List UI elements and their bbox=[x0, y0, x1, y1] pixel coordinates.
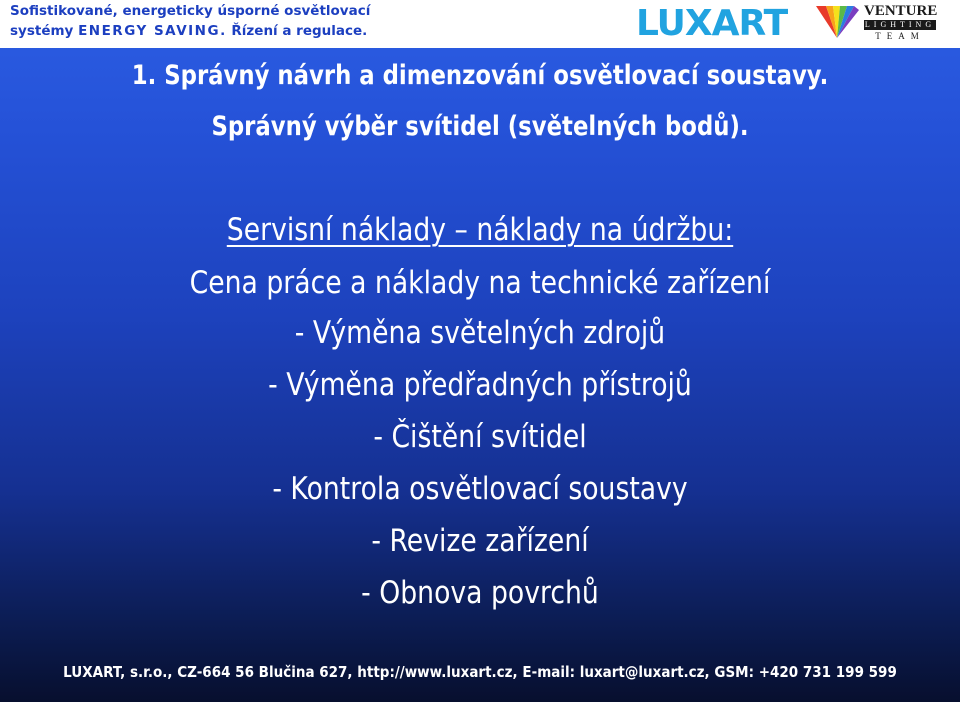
list-item: - Kontrola osvětlovací soustavy bbox=[272, 471, 688, 507]
luxart-logo: LUXART bbox=[636, 3, 788, 44]
slide-title-line1: 1. Správný návrh a dimenzování osvětlovací soustavy. bbox=[131, 60, 829, 91]
header-tagline-prefix: systémy bbox=[10, 23, 79, 39]
header-bar bbox=[0, 0, 960, 48]
list-item: - Čištění svítidel bbox=[373, 419, 587, 455]
venture-logo-lighting: LIGHTING bbox=[864, 20, 936, 29]
list-item: - Výměna světelných zdrojů bbox=[294, 315, 666, 351]
venture-logo-name: VENTURE bbox=[864, 3, 938, 19]
list-item: - Obnova povrchů bbox=[361, 575, 599, 611]
slide-title-line2: Správný výběr svítidel (světelných bodů). bbox=[211, 111, 749, 142]
section-heading: Servisní náklady – náklady na údržbu: bbox=[226, 212, 734, 248]
footer-contact: LUXART, s.r.o., CZ-664 56 Blučina 627, http://www.luxart.cz, E-mail: luxart@luxart.cz, GSM: +420 731 199 599 bbox=[63, 663, 897, 681]
venture-logo-team: TEAM bbox=[875, 31, 925, 41]
header-tagline-line1: Sofistikované, energeticky úsporné osvětlovací bbox=[10, 3, 371, 19]
list-item: - Revize zařízení bbox=[371, 523, 589, 559]
header-tagline-energy-saving: ENERGY SAVING. bbox=[78, 23, 227, 39]
header-tagline-line2 bbox=[10, 21, 370, 41]
intro-line: Cena práce a náklady na technické zařízení bbox=[189, 265, 771, 301]
luxart-color-mark-icon bbox=[814, 4, 860, 40]
header-tagline bbox=[10, 1, 370, 41]
venture-lighting-team-logo bbox=[864, 3, 936, 42]
header-tagline-suffix: Řízení a regulace. bbox=[226, 23, 368, 39]
list-item: - Výměna předřadných přístrojů bbox=[268, 367, 692, 403]
